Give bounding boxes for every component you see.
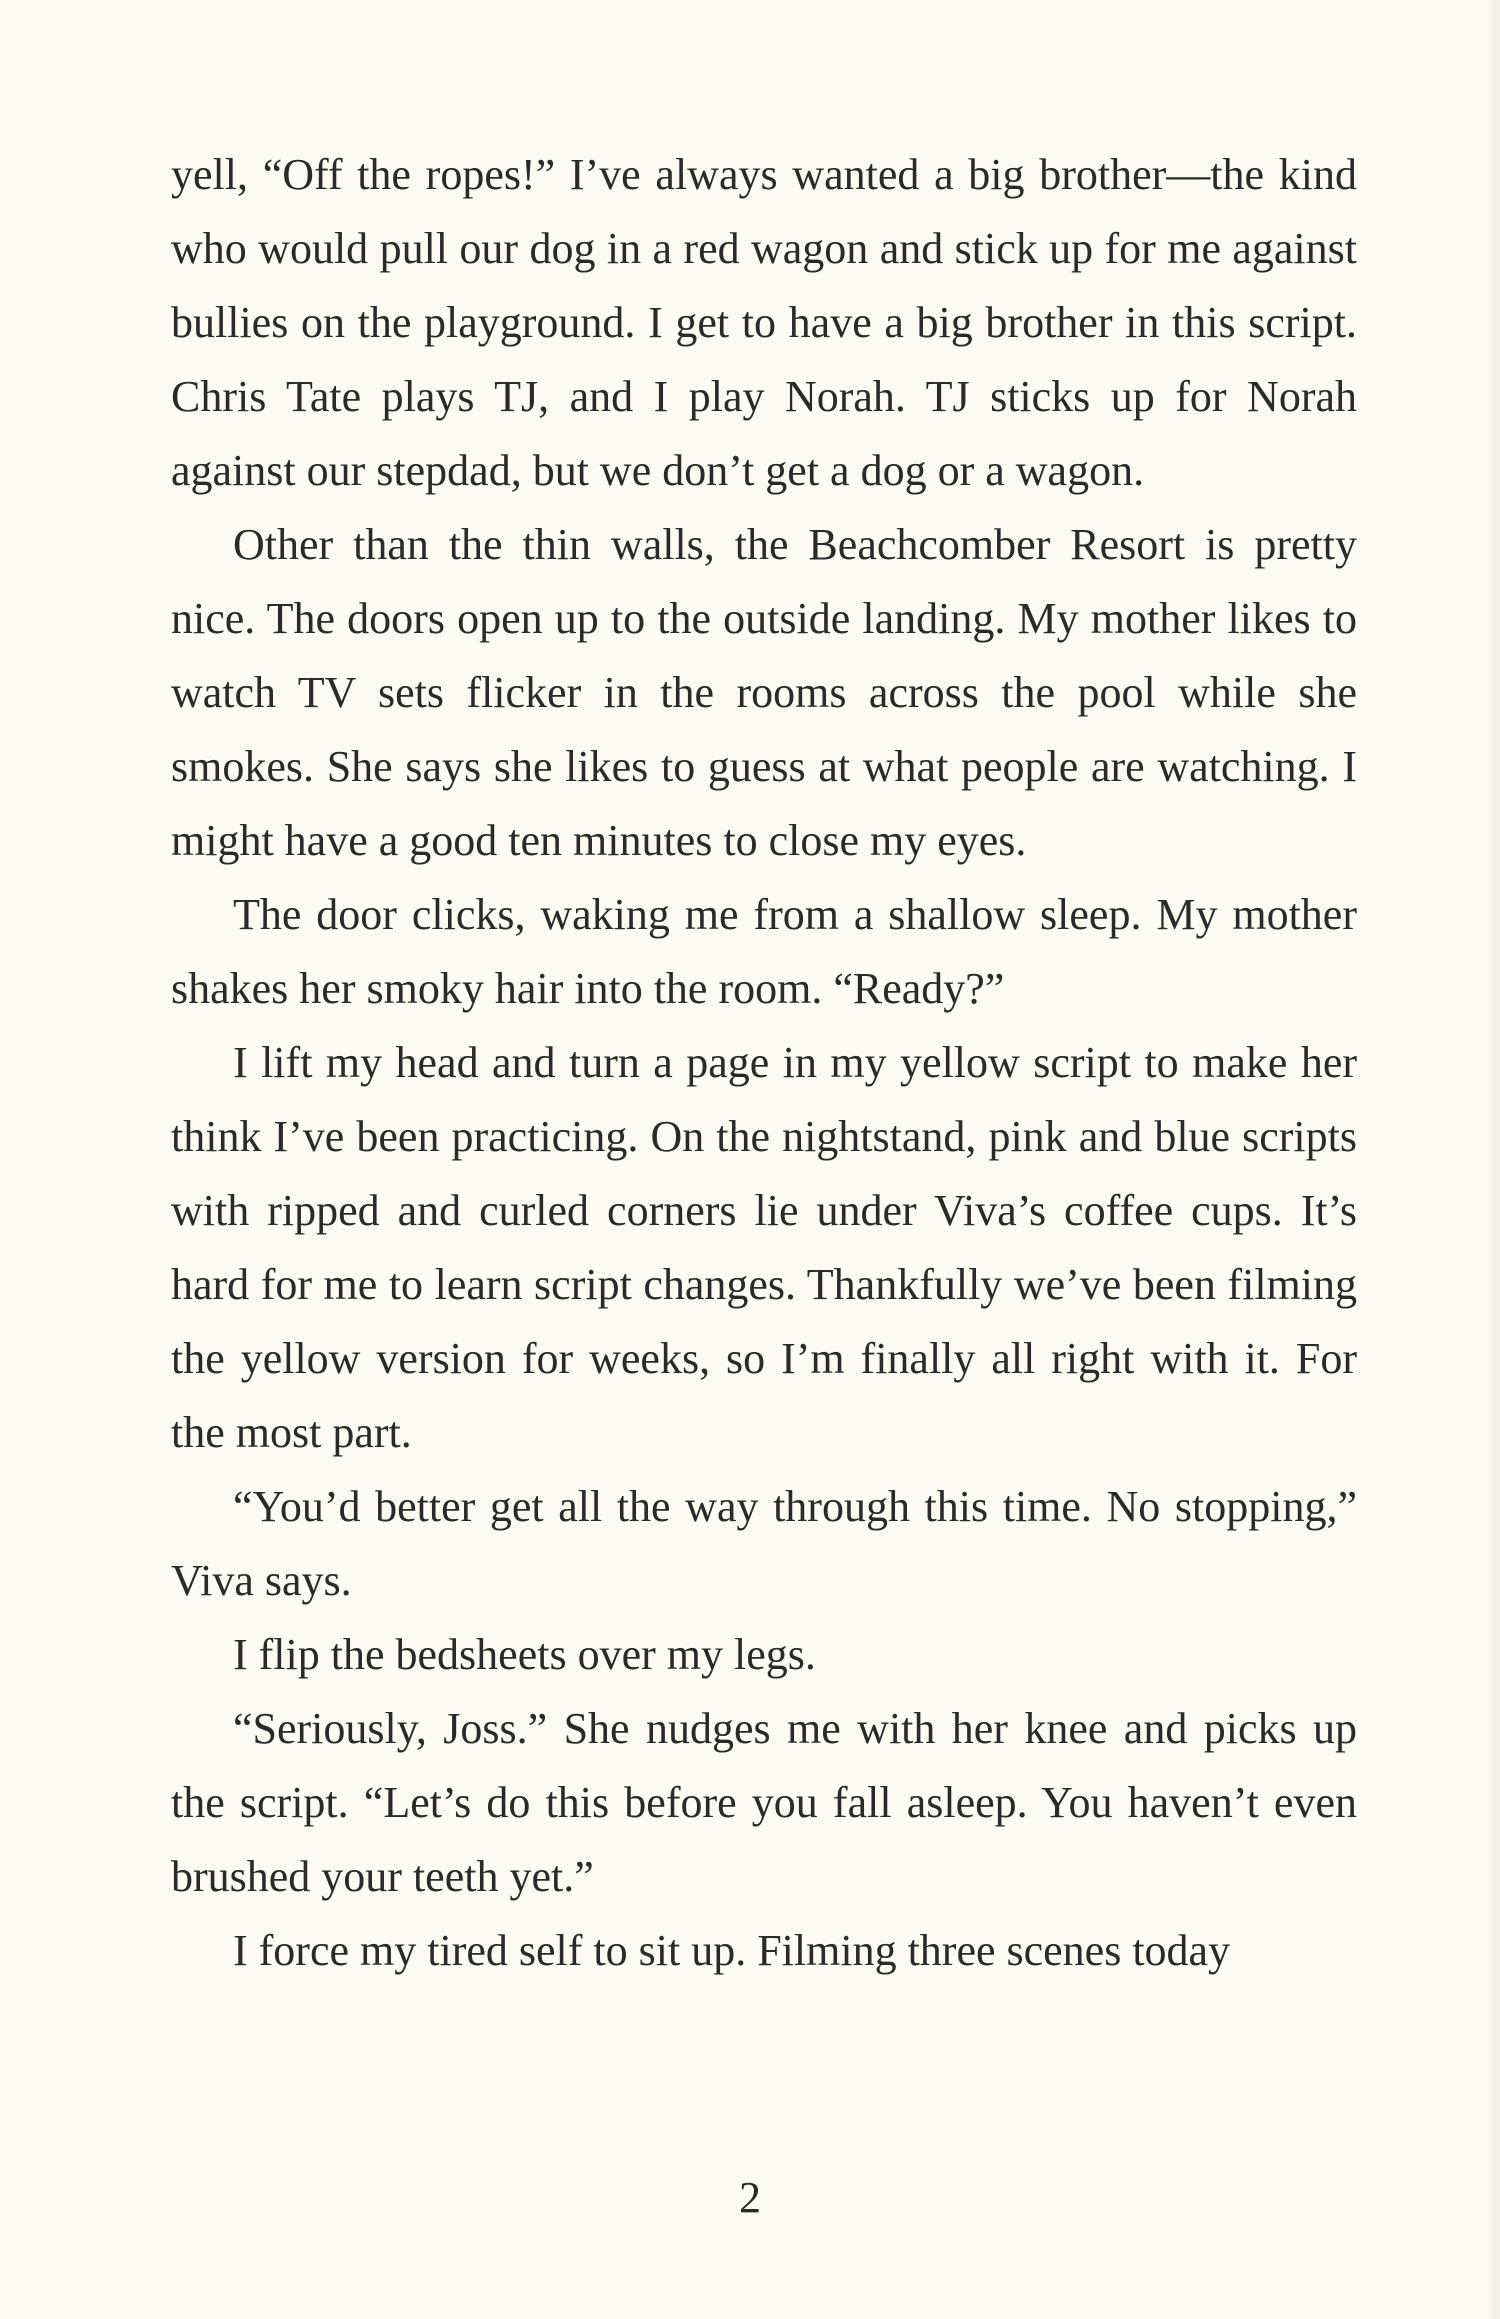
paragraph-3: The door clicks, waking me from a shallow sleep. My mother shakes her smoky hair into the room. “Ready?” <box>171 890 1357 1013</box>
paragraph-1: yell, “Off the ropes!” I’ve always wanted a big brother—the kind who would pull our dog in a red wagon and stick up for me against bullies on the playground. I get to have a big brother in this script. Chris Tate plays TJ, and I play Norah. TJ sticks up for Norah against our stepdad, but we don’t get a dog or a wagon. <box>171 150 1357 495</box>
paragraph-4: I lift my head and turn a page in my yellow script to make her think I’ve been practicing. On the nightstand, pink and blue scripts with ripped and curled corners lie under Viva’s coffee cups. It’s hard for me to learn script changes. Thankfully we’ve been filming the yellow version for weeks, so I’m finally all right with it. For the most part. <box>171 1038 1357 1457</box>
paragraph-2: Other than the thin walls, the Beachcomber Resort is pretty nice. The doors open up to the outside landing. My mother likes to watch TV sets flicker in the rooms across the pool while she smokes. She says she likes to guess at what people are watching. I might have a good ten minutes to close my eyes. <box>171 520 1357 865</box>
paragraph-6: I flip the bedsheets over my legs. <box>233 1630 816 1679</box>
body-text <box>171 138 1357 1988</box>
page-number: 2 <box>739 2173 761 2222</box>
paragraph-8: I force my tired self to sit up. Filming three scenes today <box>233 1926 1231 1975</box>
paragraph-7: “Seriously, Joss.” She nudges me with her knee and picks up the script. “Let’s do this before you fall asleep. You haven’t even brushed your teeth yet.” <box>171 1704 1357 1901</box>
page-edge-shadow <box>1486 0 1500 2319</box>
paragraph-5: “You’d better get all the way through this time. No stopping,” Viva says. <box>171 1482 1357 1605</box>
